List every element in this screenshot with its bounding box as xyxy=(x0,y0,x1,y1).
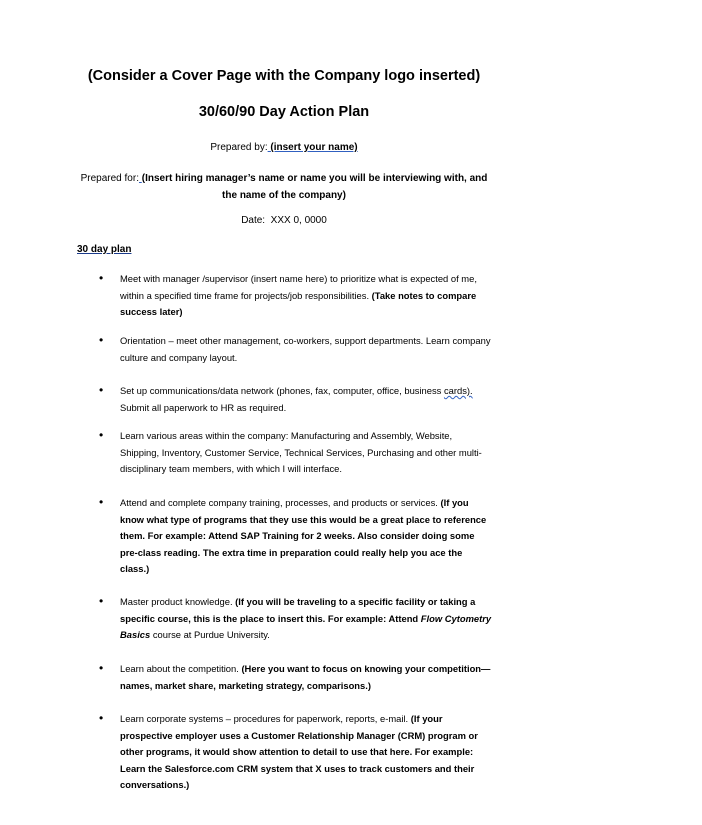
prepared-by-line xyxy=(0,142,568,153)
list-item: Learn corporate systems – procedures for paperwork, reports, e-mail. (If your prospective employer uses a Customer Relationship Manager (CRM) program or other programs, it would show attention to detail to use that here. For example: Learn the Salesforce.com CRM system that X uses to track customers and their conversations.) xyxy=(120,713,478,790)
list-item: Attend and complete company training, processes, and products or services. (If you know what type of programs that they use this would be a great place to reference them. For example: Attend SAP Training for 2 weeks. Also consider doing some pre-class reading. The extra time in preparation could really help you ace the class.) xyxy=(120,497,487,574)
cover-note: (Consider a Cover Page with the Company logo inserted) xyxy=(87,68,481,84)
bullet-icon: • xyxy=(99,495,104,509)
prepared-for-line xyxy=(74,170,494,204)
prepared-by-label: Prepared by: xyxy=(210,142,268,153)
date-value: XXX 0, 0000 xyxy=(270,215,327,226)
bullet-icon: • xyxy=(99,383,104,397)
date-label: Date: xyxy=(241,215,266,226)
prepared-for-value: (Insert hiring manager’s name or name you will be interviewing with, and the name of the company) xyxy=(141,173,488,201)
prepared-for-label: Prepared for: xyxy=(80,173,139,184)
bullet-icon: • xyxy=(99,661,104,675)
list-item: Learn various areas within the company: Manufacturing and Assembly, Website, Shipping, Inventory, Customer Service, Technical Services, Purchasing and other multi-disciplinary team members, with which I will interface. xyxy=(120,430,482,474)
bullet-icon: • xyxy=(99,594,104,608)
prepared-by-value: (insert your name) xyxy=(270,142,358,153)
list-item: Meet with manager /supervisor (insert name here) to prioritize what is expected of me, within a specified time frame for projects/job responsibilities. (Take notes to compare success later) xyxy=(120,273,477,317)
bullet-icon: • xyxy=(99,711,104,725)
section-heading-30-day: 30 day plan xyxy=(77,244,132,255)
list-item: Set up communications/data network (phones, fax, computer, office, business cards). Submit all paperwork to HR as required. xyxy=(120,385,473,413)
page-title: 30/60/90 Day Action Plan xyxy=(198,104,370,120)
bullet-icon: • xyxy=(99,271,104,285)
spell-check-mark: cards). xyxy=(443,385,473,396)
bullet-icon: • xyxy=(99,333,104,347)
list-item: Master product knowledge. (If you will be traveling to a specific facility or taking a specific course, this is the place to insert this. For example: Attend Flow Cytometry Basics course at Purdue University. xyxy=(120,596,492,640)
list-item: Learn about the competition. (Here you want to focus on knowing your competition—names, market share, marketing strategy, comparisons.) xyxy=(120,663,491,691)
date-line xyxy=(0,215,568,226)
list-item: Orientation – meet other management, co-workers, support departments. Learn company culture and company layout. xyxy=(120,335,491,363)
bullet-icon: • xyxy=(99,428,104,442)
